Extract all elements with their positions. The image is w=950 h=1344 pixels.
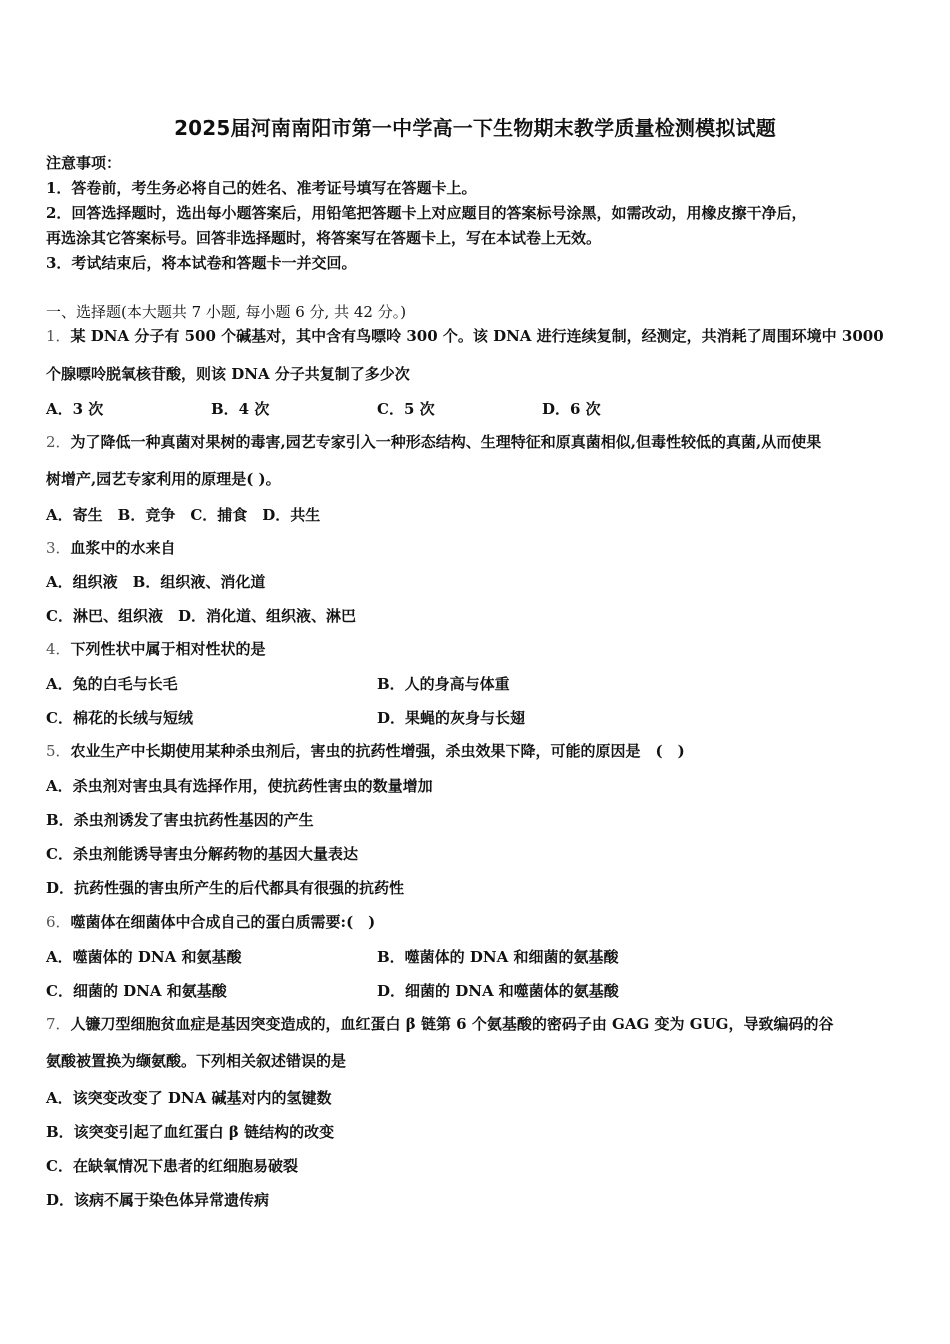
q3-options-cd: C．淋巴、组织液 D．消化道、组织液、淋巴	[46, 607, 356, 625]
q7-option-c: C．在缺氧情况下患者的红细胞易破裂	[46, 1157, 298, 1175]
q4-option-a: A．兔的白毛与长毛	[46, 675, 178, 693]
question-2	[46, 432, 821, 452]
q4-option-d: D．果蝇的灰身与长翅	[377, 709, 526, 727]
q3-options-ab: A．组织液 B．组织液、消化道	[46, 573, 266, 591]
notice-item-2-cont: 再选涂其它答案标号。回答非选择题时，将答案写在答题卡上，写在本试卷上无效。	[46, 229, 602, 247]
question-number: 2．	[46, 433, 71, 451]
q2-options: A．寄生 B．竞争 C．捕食 D．共生	[46, 506, 321, 524]
question-number: 5．	[46, 742, 71, 760]
question-text: 噬菌体在细菌体中合成自己的蛋白质需要:( )	[70, 913, 376, 931]
notice-heading: 注意事项：	[46, 154, 122, 172]
question-text: 为了降低一种真菌对果树的毒害,园艺专家引入一种形态结构、生理特征和原真菌相似,但毒性较低的真菌,从而使果	[70, 433, 822, 451]
q6-option-d: D．细菌的 DNA 和噬菌体的氨基酸	[377, 982, 619, 1000]
q1-option-b: B．4 次	[211, 400, 270, 418]
q5-option-a: A．杀虫剂对害虫具有选择作用，使抗药性害虫的数量增加	[46, 777, 433, 795]
q1-option-d: D．6 次	[542, 400, 601, 418]
q5-option-b: B．杀虫剂诱发了害虫抗药性基因的产生	[46, 811, 314, 829]
question-text: 下列性状中属于相对性状的是	[70, 640, 266, 658]
question-text: 人镰刀型细胞贫血症是基因突变造成的，血红蛋白 β 链第 6 个氨基酸的密码子由 GAG 变为 GUG，导致编码的谷	[70, 1015, 834, 1033]
question-1	[46, 326, 884, 346]
question-number: 7．	[46, 1015, 71, 1033]
question-number: 3．	[46, 539, 71, 557]
q7-option-d: D．该病不属于染色体异常遗传病	[46, 1191, 270, 1209]
q7-option-a: A．该突变改变了 DNA 碱基对内的氢键数	[46, 1089, 332, 1107]
q1-option-a: A．3 次	[46, 400, 104, 418]
question-2-cont: 树增产,园艺专家利用的原理是( )。	[46, 470, 281, 488]
question-4	[46, 639, 266, 659]
q4-option-b: B．人的身高与体重	[377, 675, 510, 693]
question-number: 1．	[46, 327, 71, 345]
question-5	[46, 741, 685, 761]
q4-option-c: C．棉花的长绒与短绒	[46, 709, 193, 727]
notice-item-3: 3．考试结束后，将本试卷和答题卡一并交回。	[46, 254, 357, 272]
q5-option-d: D．抗药性强的害虫所产生的后代都具有很强的抗药性	[46, 879, 405, 897]
page-title: 2025届河南南阳市第一中学高一下生物期末教学质量检测模拟试题	[174, 116, 776, 140]
question-text: 农业生产中长期使用某种杀虫剂后，害虫的抗药性增强，杀虫效果下降，可能的原因是 ( )	[70, 742, 685, 760]
question-text: 某 DNA 分子有 500 个碱基对，其中含有鸟嘌呤 300 个。该 DNA 进行连续复制，经测定，共消耗了周围环境中 3000	[70, 327, 884, 345]
q6-option-b: B．噬菌体的 DNA 和细菌的氨基酸	[377, 948, 619, 966]
question-1-cont: 个腺嘌呤脱氧核苷酸，则该 DNA 分子共复制了多少次	[46, 365, 410, 383]
q7-option-b: B．该突变引起了血红蛋白 β 链结构的改变	[46, 1123, 335, 1141]
question-6	[46, 912, 375, 932]
question-3	[46, 538, 176, 558]
notice-item-2: 2．回答选择题时，选出每小题答案后，用铅笔把答题卡上对应题目的答案标号涂黑，如需改动，用橡皮擦干净后，	[46, 204, 807, 222]
question-number: 6．	[46, 913, 71, 931]
q1-option-c: C．5 次	[377, 400, 435, 418]
question-number: 4．	[46, 640, 71, 658]
q6-option-c: C．细菌的 DNA 和氨基酸	[46, 982, 227, 1000]
question-7-cont: 氨酸被置换为缬氨酸。下列相关叙述错误的是	[46, 1052, 347, 1070]
q5-option-c: C．杀虫剂能诱导害虫分解药物的基因大量表达	[46, 845, 358, 863]
question-7	[46, 1014, 833, 1034]
q6-option-a: A．噬菌体的 DNA 和氨基酸	[46, 948, 242, 966]
notice-item-1: 1．答卷前，考生务必将自己的姓名、准考证号填写在答题卡上。	[46, 179, 477, 197]
section-heading: 一、选择题(本大题共 7 小题, 每小题 6 分, 共 42 分。)	[46, 303, 407, 321]
question-text: 血浆中的水来自	[70, 539, 176, 557]
